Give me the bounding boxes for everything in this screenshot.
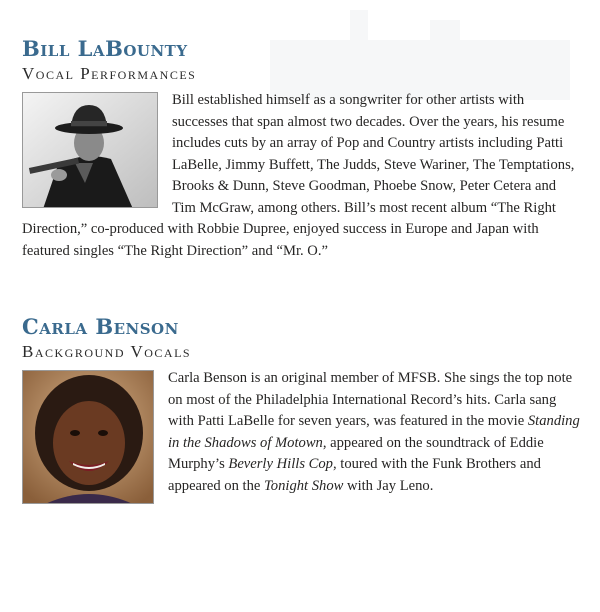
bio-text: , toured with the Funk Brothers and appeared on the [168,456,541,494]
artist-section-bill [22,36,582,262]
artist-photo-carla [22,370,154,504]
artist-name: Carla Benson [22,314,179,339]
film-title: Standing in the Shadows of Motown [168,413,580,451]
artist-section-carla [22,314,582,508]
artist-role: Vocal Performances [22,64,197,83]
artist-photo-bill [22,92,158,208]
bio-text: Carla Benson is an original member of MFSB. She sings the top note on most of the Philadelphia International Record’s hits. Carla sang with Patti LaBelle for seven years, was featured in the movie [168,370,573,429]
bio-text: , appeared on the soundtrack of Eddie Murphy’s [168,434,544,472]
artist-bio: Bill established himself as a songwriter for other artists with successes that span almost two decades. Over the years, his resume includes cuts by an array of Pop and Country artists including Patti LaBelle, Jimmy Buffett, The Judds, Steve Wariner, The Temptations, Brooks & Dunn, Steve Goodman, Phoebe Snow, Peter Cetera and Tim McGraw, among others. Bill’s most recent album “The Right Direction,” co-produced with Robbie Dupree, enjoyed success in Europe and Japan with featured singles “The Right Direction” and “Mr. O.” [22,92,575,259]
man-with-hat-photo [23,93,158,208]
artist-role: Background Vocals [22,342,192,361]
bio-text: with Jay Leno. [343,477,434,494]
show-title: Tonight Show [264,477,344,494]
woman-portrait-photo [23,371,154,504]
artist-name: Bill LaBounty [22,36,188,61]
film-title: Beverly Hills Cop [228,456,333,472]
